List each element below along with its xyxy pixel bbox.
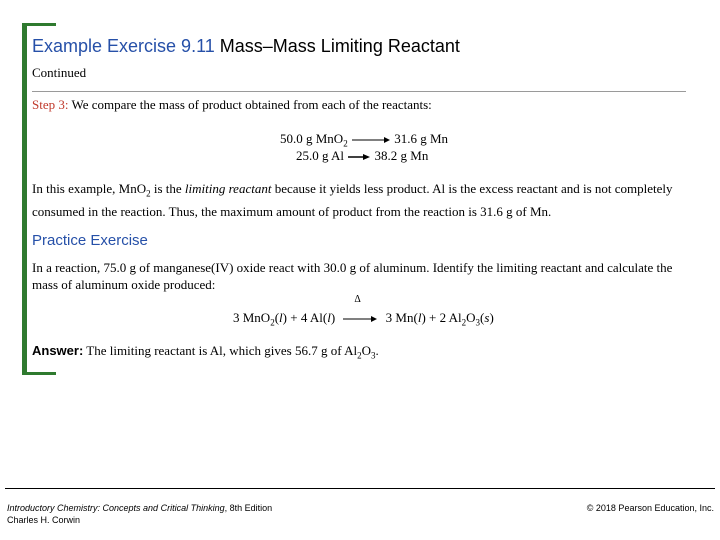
al-mass: 25.0 g Al — [296, 148, 345, 163]
title-topic: Mass–Mass Limiting Reactant — [219, 36, 460, 56]
eq-state: l — [279, 310, 283, 325]
eq-part: O — [466, 310, 476, 325]
eq-sub: 2 — [270, 317, 275, 328]
practice-equation — [233, 294, 494, 328]
explanation-part: In this example, MnO — [32, 181, 147, 196]
mn-yield-from-mno2: 31.6 g Mn — [394, 131, 449, 146]
heat-arrow — [342, 294, 378, 327]
comparison-row-al — [296, 148, 428, 164]
eq-part: ) + 4 Al( — [282, 310, 328, 325]
continued-label: Continued — [32, 65, 87, 80]
title-exercise-number: Example Exercise 9.11 — [32, 36, 215, 56]
book-title: Introductory Chemistry: Concepts and Critical Thinking — [7, 503, 225, 513]
comparison-row-mno2 — [280, 131, 448, 149]
footer-book — [7, 503, 272, 513]
footer-author: Charles H. Corwin — [7, 515, 81, 525]
explanation-part: because it yields less product. Al is the excess reactant and is not completely consumed in the reaction. Thus, the maximum amount of product from the reaction is 31.6 g of Mn. — [32, 181, 673, 219]
mn-yield-from-al: 38.2 g Mn — [374, 148, 429, 163]
eq-part: 3 MnO — [233, 310, 271, 325]
eq-sub: 3 — [475, 317, 481, 328]
reaction-arrow-icon — [351, 136, 391, 144]
divider — [32, 91, 686, 92]
eq-part: ( — [480, 310, 485, 325]
answer-sub: 2 — [357, 350, 362, 361]
page-title — [32, 36, 460, 57]
reaction-arrow-icon — [347, 153, 371, 161]
step3-line — [32, 97, 432, 113]
limiting-reactant-term: limiting reactant — [184, 181, 272, 196]
explanation-paragraph — [32, 180, 692, 220]
footer-divider — [5, 488, 715, 489]
explanation-part: is the — [150, 181, 185, 196]
book-edition: , 8th Edition — [224, 503, 273, 513]
eq-state: s — [484, 310, 490, 325]
delta-icon: Δ — [354, 294, 361, 306]
eq-state: l — [417, 310, 422, 325]
mno2-subscript: 2 — [343, 138, 348, 149]
eq-part: ) — [489, 310, 494, 325]
answer-line — [32, 343, 379, 361]
mno2-mass: 50.0 g MnO — [280, 131, 344, 146]
eq-state: l — [327, 310, 331, 325]
answer-part: O — [361, 343, 371, 358]
eq-part: 3 Mn( — [385, 310, 418, 325]
practice-question: In a reaction, 75.0 g of manganese(IV) oxide react with 30.0 g of aluminum. Identify the limiting reactant and calculate the mass of aluminum oxide produced: — [32, 260, 673, 292]
step3-label: Step 3: — [32, 97, 69, 112]
answer-text: The limiting reactant is Al, which gives 56.7 g of Al — [83, 343, 358, 358]
answer-label: Answer: — [32, 343, 84, 358]
answer-part: . — [375, 343, 379, 358]
eq-sub: 2 — [461, 317, 467, 328]
eq-part: ) + 2 Al — [421, 310, 462, 325]
step3-text: We compare the mass of product obtained from each of the reactants: — [71, 97, 432, 112]
answer-sub: 3 — [371, 350, 376, 361]
practice-heading: Practice Exercise — [32, 232, 148, 249]
footer-copyright: © 2018 Pearson Education, Inc. — [586, 503, 714, 513]
explanation-subscript: 2 — [146, 188, 151, 199]
eq-part: ) — [330, 310, 336, 325]
reaction-arrow-icon — [342, 315, 378, 323]
eq-part: ( — [274, 310, 280, 325]
